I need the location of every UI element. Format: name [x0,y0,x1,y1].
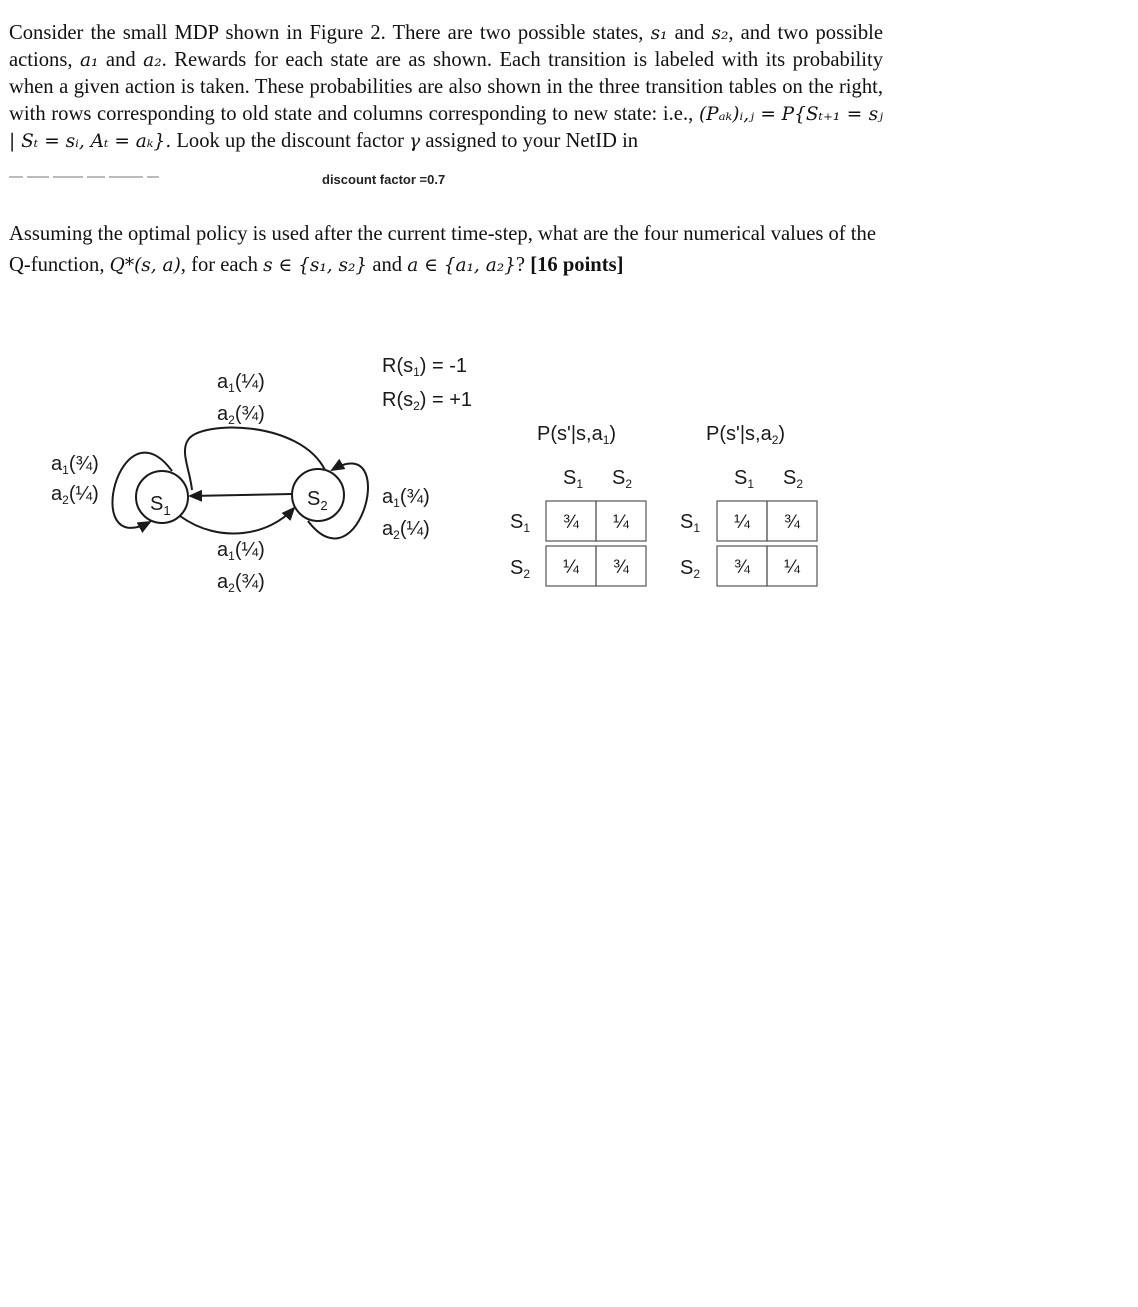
discount-factor-note: discount factor =0.7 [322,172,446,187]
text-segment: , for each [180,254,264,276]
math-a2: a₂ [143,50,162,71]
label-right-a1: $a_1(\frac{3}{4})$ [382,486,430,510]
table-a2-row-s1: $S_1$ [680,511,701,535]
math-a1: a₁ [79,50,99,71]
table-a1-col-s2: $S_2$ [612,467,633,491]
edge-bottom-s1-s2 [180,508,294,534]
table-a2-title: $P(s'|s,a_2)$ [706,423,786,447]
transition-table-a1 [510,423,646,586]
table-a2-col-s2: $S_2$ [783,467,804,491]
table-a1-col-s1: $S_1$ [563,467,584,491]
label-bottom-a1: $a_1(\frac{1}{4})$ [217,539,265,563]
state-s2-label: $S_2$ [307,488,328,513]
points-label: [16 points] [530,254,624,276]
table-a1-cell: ¼ [563,557,579,578]
label-bottom-a2: $a_2(\frac{3}{4})$ [217,571,265,595]
text-segment: and [667,22,712,44]
math-qfunc: Q*(s, a) [109,255,181,276]
text-segment: ? [515,254,531,276]
label-left-a1: $a_1(\frac{3}{4})$ [51,453,99,477]
table-a1-cell: ¾ [563,512,579,533]
reward-s2: $R(s_2) = +1$ [382,389,473,413]
text-segment: and [98,49,144,71]
label-right-a2: $a_2(\frac{1}{4})$ [382,518,430,542]
math-sset: s ∈ {s₁, s₂} [263,255,368,276]
table-a2-row-s2: $S_2$ [680,557,701,581]
label-top-a1: $a_1(\frac{1}{4})$ [217,371,265,395]
reward-s1: $R(s_1) = -1$ [382,355,468,379]
text-segment: assigned to your NetID in [420,130,639,152]
label-top-a2: $a_2(\frac{3}{4})$ [217,403,265,427]
table-a2-cell: ¾ [734,557,750,578]
text-segment: . Rewards for each state are as shown. Each transition is labeled with its probability when a given action is taken. These probabilities are also shown in the three transition tables on the right, with rows corresponding to old state and columns corresponding to new state: i.e., [9,49,884,125]
table-a2-cell: ¼ [734,512,750,533]
label-left-a2: $a_2(\frac{1}{4})$ [51,483,99,507]
math-s1: s₁ [650,23,668,44]
text-segment: and [367,254,408,276]
table-a1-title: $P(s'|s,a_1)$ [537,423,617,447]
table-a1-cell: ¾ [613,557,629,578]
math-pdef: (Pₐₖ)ᵢ,ⱼ = [698,104,776,125]
math-gamma: γ [409,131,421,152]
table-a2-col-s1: $S_1$ [734,467,755,491]
table-a1-row-s2: $S_2$ [510,557,531,581]
table-a1-row-s1: $S_1$ [510,511,531,535]
math-aset: a ∈ {a₁, a₂} [407,255,516,276]
table-a2-cell: ¼ [784,557,800,578]
text-segment: Assuming the optimal policy is used after the current time-step, what are the four numerical values of the Q-function, [9,223,876,276]
edge-arrow-s2-s1 [190,494,292,496]
table-a2-cell: ¾ [784,512,800,533]
transition-table-a2 [680,423,817,586]
state-s1-label: $S_1$ [150,493,171,518]
math-pdef2: P{Sₜ₊₁ = sⱼ | Sₜ = sᵢ, Aₜ = aₖ}. [9,104,884,152]
math-s2: s₂ [711,23,729,44]
text-segment: Consider the small MDP shown in Figure 2. There are two possible states, [9,22,651,44]
edge-top-s2-s1 [185,428,325,490]
text-segment: , and two possible actions, [9,22,883,71]
mdp-figure [0,0,1138,620]
table-a1-cell: ¼ [613,512,629,533]
text-segment: Look up the discount factor [171,130,410,152]
